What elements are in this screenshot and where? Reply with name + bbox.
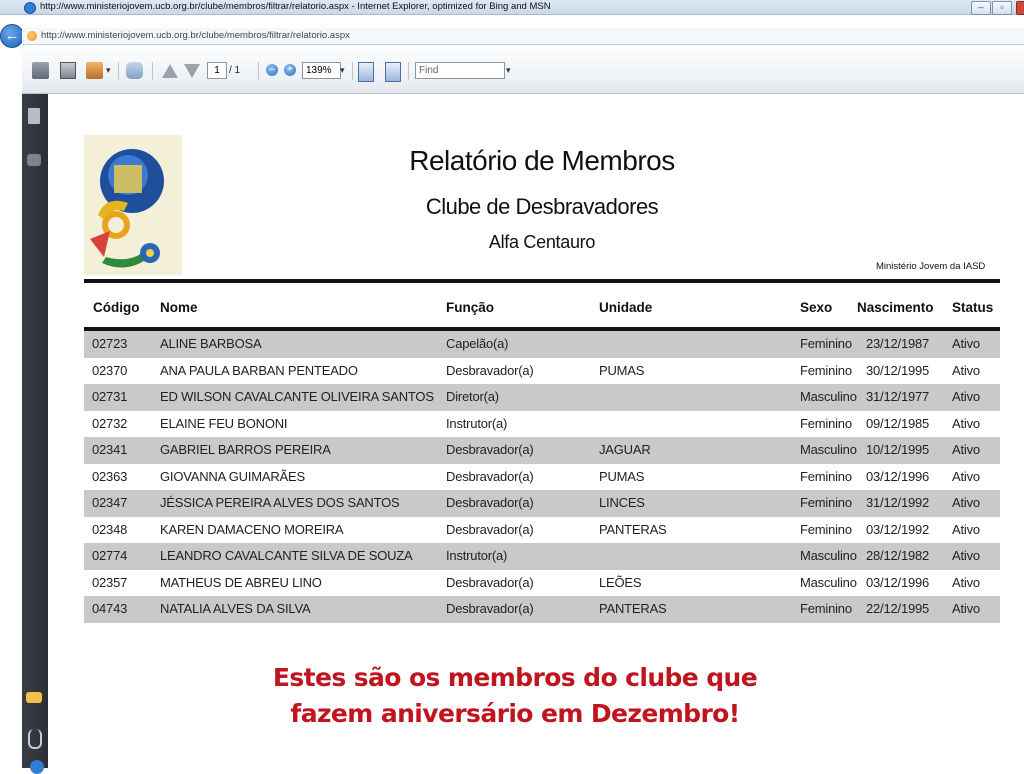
ie-icon [24, 2, 36, 14]
page-count: / 1 [229, 65, 241, 76]
cell-name: ELAINE FEU BONONI [160, 415, 288, 431]
save-icon[interactable] [60, 62, 76, 79]
cell-code: 02347 [92, 495, 128, 510]
cell-birth: 23/12/1987 [866, 336, 930, 351]
cell-role: Desbravador(a) [446, 468, 534, 484]
cell-sex: Feminino [800, 495, 852, 510]
table-row [84, 464, 1000, 491]
cell-role: Desbravador(a) [446, 362, 534, 378]
cell-role: Instrutor(a) [446, 548, 508, 563]
cell-code: 02723 [92, 336, 128, 351]
cell-status: Ativo [952, 521, 980, 537]
cell-sex: Feminino [800, 601, 852, 616]
report-club-name: Alfa Centauro [488, 232, 596, 252]
cell-sex: Masculino [800, 389, 857, 404]
cell-role: Diretor(a) [446, 389, 499, 404]
close-button[interactable] [1016, 1, 1024, 15]
back-arrow-icon[interactable]: ← [0, 24, 24, 48]
cell-name: ALINE BARBOSA [160, 336, 262, 351]
cell-status: Ativo [952, 495, 980, 510]
cell-name: GABRIEL BARROS PEREIRA [160, 442, 331, 457]
find-input[interactable]: Find [415, 62, 505, 79]
address-bar[interactable] [22, 28, 1024, 45]
column-header: Unidade [599, 300, 653, 315]
table-header [84, 300, 1000, 320]
table-row [84, 437, 1000, 464]
cell-birth: 31/12/1992 [866, 495, 930, 510]
cell-name: LEANDRO CAVALCANTE SILVA DE SOUZA [160, 548, 413, 563]
cell-name: ED WILSON CAVALCANTE OLIVEIRA SANTOS [160, 389, 434, 404]
birthday-note [0, 660, 1024, 732]
table-row [84, 358, 1000, 385]
pages-icon[interactable] [28, 108, 40, 124]
note-line-1: Estes são os membros do clube que [272, 663, 758, 692]
page-number-input[interactable]: 1 [207, 62, 227, 79]
report-subtitle: Clube de Desbravadores [425, 194, 659, 219]
cell-birth: 22/12/1995 [866, 601, 930, 616]
note-line-2: fazem aniversário em Dezembro! [290, 699, 740, 728]
column-header: Nascimento [857, 300, 934, 315]
members-table [84, 331, 1000, 623]
table-row [84, 517, 1000, 544]
cell-status: Ativo [952, 468, 980, 484]
cell-birth: 09/12/1985 [866, 415, 930, 431]
cell-birth: 31/12/1977 [866, 389, 930, 404]
cell-code: 02357 [92, 574, 128, 590]
help-icon[interactable] [30, 760, 44, 774]
cell-unit: JAGUAR [599, 442, 651, 457]
cell-sex: Feminino [800, 415, 852, 431]
table-row [84, 543, 1000, 570]
zoom-in-icon[interactable]: + [284, 64, 296, 76]
cell-unit: PANTERAS [599, 601, 667, 616]
cell-status: Ativo [952, 389, 980, 404]
email-dropdown-icon[interactable]: ▾ [106, 65, 111, 75]
cell-unit: LEÕES [599, 574, 642, 590]
cell-birth: 30/12/1995 [866, 362, 930, 378]
cell-role: Desbravador(a) [446, 495, 534, 510]
cell-role: Capelão(a) [446, 336, 509, 351]
print-icon[interactable] [32, 62, 49, 79]
column-header: Nome [160, 300, 198, 315]
cell-role: Instrutor(a) [446, 415, 508, 431]
cell-unit: PANTERAS [599, 521, 667, 537]
cell-unit: PUMAS [599, 468, 645, 484]
cell-sex: Feminino [800, 468, 852, 484]
table-row [84, 384, 1000, 411]
cell-status: Ativo [952, 601, 980, 616]
cell-code: 02370 [92, 362, 128, 378]
cell-status: Ativo [952, 574, 980, 590]
attachment-icon[interactable] [28, 729, 42, 749]
cell-code: 02774 [92, 548, 128, 563]
hand-icon[interactable] [126, 62, 143, 79]
zoom-dropdown-icon[interactable]: ▾ [340, 65, 345, 75]
cell-sex: Masculino [800, 548, 857, 563]
cell-code: 02348 [92, 521, 128, 537]
cell-code: 02732 [92, 415, 128, 431]
cell-role: Desbravador(a) [446, 521, 534, 537]
fit-width-icon[interactable] [385, 62, 401, 82]
column-header: Função [446, 300, 495, 315]
site-icon [27, 31, 37, 41]
cell-code: 02731 [92, 389, 128, 404]
cell-status: Ativo [952, 362, 980, 378]
cell-role: Desbravador(a) [446, 442, 534, 457]
cell-name: GIOVANNA GUIMARÃES [160, 468, 305, 484]
header-rule [84, 279, 1000, 283]
cell-unit: PUMAS [599, 362, 645, 378]
cell-sex: Feminino [800, 362, 852, 378]
table-row [84, 331, 1000, 358]
column-header: Status [952, 300, 994, 315]
fit-page-icon[interactable] [358, 62, 374, 82]
pdf-toolbar [22, 45, 1024, 94]
cell-status: Ativo [952, 442, 980, 457]
separator [408, 62, 409, 80]
cell-status: Ativo [952, 336, 980, 351]
cell-name: MATHEUS DE ABREU LINO [160, 574, 322, 590]
cell-status: Ativo [952, 548, 980, 563]
table-row [84, 570, 1000, 597]
cell-birth: 10/12/1995 [866, 442, 930, 457]
cell-birth: 28/12/1982 [866, 548, 930, 563]
cell-role: Desbravador(a) [446, 601, 534, 616]
column-header: Sexo [800, 300, 833, 315]
zoom-input[interactable]: 139% [302, 62, 341, 79]
cell-birth: 03/12/1996 [866, 574, 930, 590]
cell-name: ANA PAULA BARBAN PENTEADO [160, 362, 358, 378]
cell-sex: Masculino [800, 574, 857, 590]
report-title: Relatório de Membros [409, 145, 675, 176]
address-url[interactable]: http://www.ministeriojovem.ucb.org.br/clube/membros/filtrar/relatorio.aspx [41, 30, 350, 41]
next-page-icon[interactable] [184, 64, 200, 78]
cell-sex: Feminino [800, 521, 852, 537]
table-row [84, 411, 1000, 438]
cell-name: NATALIA ALVES DA SILVA [160, 601, 311, 616]
cell-code: 04743 [92, 601, 128, 616]
org-name: Ministério Jovem da IASD [876, 261, 986, 272]
table-row [84, 596, 1000, 623]
cell-name: KAREN DAMACENO MOREIRA [160, 521, 344, 537]
cell-sex: Feminino [800, 336, 852, 351]
maximize-button[interactable]: ▫ [992, 1, 1012, 15]
find-dropdown-icon[interactable]: ▾ [506, 65, 511, 75]
cell-role: Desbravador(a) [446, 574, 534, 590]
separator [152, 62, 153, 80]
window-title: http://www.ministeriojovem.ucb.org.br/clube/membros/filtrar/relatorio.aspx - Internet Explorer, optimized for Bing and MSN [40, 1, 551, 12]
separator [352, 62, 353, 80]
email-icon[interactable] [86, 62, 103, 79]
cell-code: 02341 [92, 442, 128, 457]
cell-birth: 03/12/1992 [866, 521, 930, 537]
cell-sex: Masculino [800, 442, 857, 457]
minimize-button[interactable]: – [971, 1, 991, 15]
prev-page-icon[interactable] [162, 64, 178, 78]
cell-code: 02363 [92, 468, 128, 484]
table-row [84, 490, 1000, 517]
cell-unit: LINCES [599, 495, 645, 510]
cell-birth: 03/12/1996 [866, 468, 930, 484]
column-header: Código [93, 300, 140, 315]
cell-status: Ativo [952, 415, 980, 431]
window-titlebar [0, 0, 1024, 15]
separator [118, 62, 119, 80]
zoom-out-icon[interactable]: – [266, 64, 278, 76]
cell-name: JÉSSICA PEREIRA ALVES DOS SANTOS [160, 495, 400, 510]
separator [258, 62, 259, 80]
